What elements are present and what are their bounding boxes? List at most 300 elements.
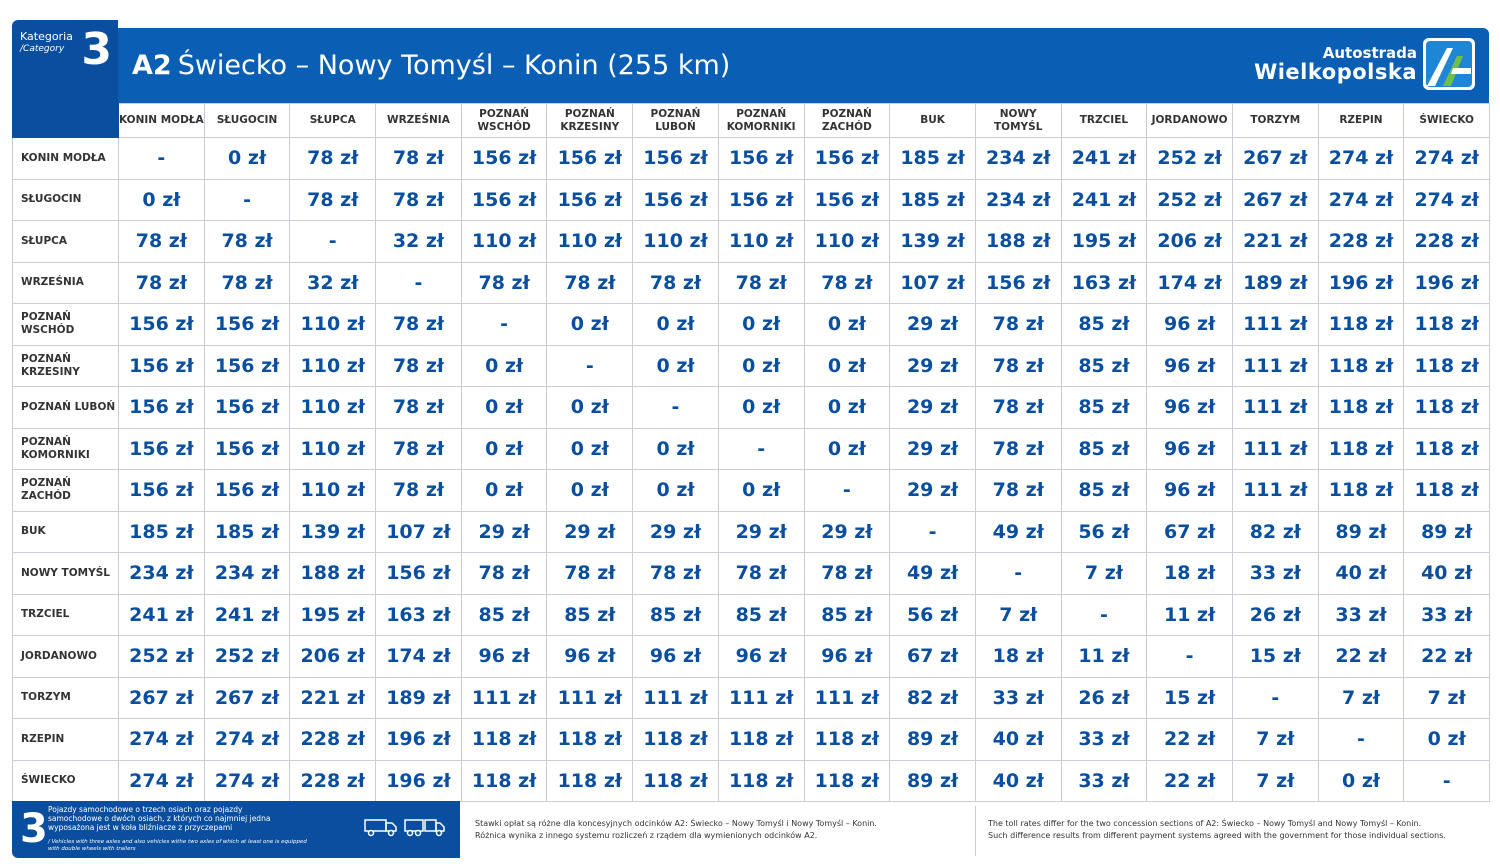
toll-cell: 107 zł (890, 262, 976, 304)
toll-cell: 33 zł (1061, 719, 1147, 761)
toll-cell: - (975, 553, 1061, 595)
toll-cell: 96 zł (633, 636, 719, 678)
row-header: POZNAŃ LUBOŃ (13, 387, 119, 429)
toll-cell: 274 zł (1318, 138, 1404, 180)
toll-cell: 78 zł (804, 262, 890, 304)
toll-cell: 96 zł (461, 636, 547, 678)
toll-cell: 156 zł (204, 428, 290, 470)
toll-cell: 274 zł (1318, 179, 1404, 221)
toll-cell: 56 zł (1061, 511, 1147, 553)
toll-cell: - (1318, 719, 1404, 761)
toll-cell: 118 zł (718, 719, 804, 761)
category-number: 3 (81, 24, 112, 75)
toll-cell: 32 zł (290, 262, 376, 304)
table-row (13, 760, 1490, 802)
toll-cell: 110 zł (461, 221, 547, 263)
toll-cell: 196 zł (376, 719, 462, 761)
toll-cell: - (461, 304, 547, 346)
toll-cell: 0 zł (804, 428, 890, 470)
toll-cell: 40 zł (975, 760, 1061, 802)
toll-cell: 78 zł (975, 470, 1061, 512)
toll-cell: 185 zł (890, 138, 976, 180)
toll-cell: 156 zł (119, 428, 205, 470)
toll-cell: 228 zł (290, 719, 376, 761)
toll-cell: 26 zł (1061, 677, 1147, 719)
toll-cell: 274 zł (1404, 179, 1490, 221)
toll-cell: 82 zł (890, 677, 976, 719)
table-row (13, 387, 1490, 429)
toll-cell: 221 zł (1232, 221, 1318, 263)
toll-cell: 228 zł (1318, 221, 1404, 263)
row-header: SŁUGOCIN (13, 179, 119, 221)
toll-cell: 33 zł (1318, 594, 1404, 636)
toll-cell: 188 zł (975, 221, 1061, 263)
toll-cell: 7 zł (1232, 719, 1318, 761)
toll-cell: - (547, 345, 633, 387)
route-title (132, 50, 730, 82)
toll-cell: 118 zł (633, 760, 719, 802)
toll-cell: 78 zł (376, 428, 462, 470)
brand (1254, 38, 1475, 90)
note-en-line1: The toll rates differ for the two concession sections of A2: Świecko – Nowy Tomyśl and Nowy Tomyśl – Konin. (988, 819, 1422, 828)
toll-cell: 7 zł (975, 594, 1061, 636)
toll-cell: 267 zł (204, 677, 290, 719)
toll-cell: 85 zł (1061, 470, 1147, 512)
toll-cell: 195 zł (1061, 221, 1147, 263)
toll-cell: 241 zł (204, 594, 290, 636)
toll-cell: - (1404, 760, 1490, 802)
toll-cell: 29 zł (718, 511, 804, 553)
footer-vehicle-icons (364, 817, 446, 837)
toll-cell: 110 zł (290, 387, 376, 429)
toll-cell: 110 zł (718, 221, 804, 263)
toll-cell: 96 zł (804, 636, 890, 678)
toll-cell: 156 zł (718, 179, 804, 221)
toll-cell: 32 zł (376, 221, 462, 263)
toll-cell: - (204, 179, 290, 221)
toll-cell: 22 zł (1404, 636, 1490, 678)
toll-cell: 110 zł (290, 304, 376, 346)
row-header: KONIN MODŁA (13, 138, 119, 180)
table-row (13, 553, 1490, 595)
toll-cell: 274 zł (119, 719, 205, 761)
column-header: POZNAŃ KRZESINY (547, 104, 633, 138)
toll-cell: 33 zł (975, 677, 1061, 719)
toll-cell: 118 zł (1318, 345, 1404, 387)
toll-cell: 78 zł (461, 262, 547, 304)
toll-cell: 85 zł (1061, 387, 1147, 429)
toll-cell: 185 zł (890, 179, 976, 221)
toll-cell: 156 zł (204, 470, 290, 512)
toll-cell: 156 zł (119, 345, 205, 387)
toll-cell: 196 zł (376, 760, 462, 802)
toll-cell: 228 zł (290, 760, 376, 802)
toll-cell: 118 zł (1404, 428, 1490, 470)
toll-cell: 0 zł (633, 428, 719, 470)
toll-cell: 11 zł (1061, 636, 1147, 678)
toll-cell: 33 zł (1232, 553, 1318, 595)
toll-cell: 29 zł (890, 304, 976, 346)
toll-cell: 110 zł (290, 470, 376, 512)
toll-cell: 156 zł (204, 345, 290, 387)
toll-cell: 118 zł (461, 719, 547, 761)
toll-cell: 110 zł (633, 221, 719, 263)
toll-cell: 156 zł (975, 262, 1061, 304)
toll-cell: 156 zł (119, 304, 205, 346)
column-header: POZNAŃ LUBOŃ (633, 104, 719, 138)
toll-cell: 156 zł (718, 138, 804, 180)
column-header: RZEPIN (1318, 104, 1404, 138)
toll-cell: 78 zł (376, 138, 462, 180)
footer-description-en: / Vehicles with three axles and also vehicles withe two axles of which at least one is equipped with double wheels with trailers (48, 839, 307, 852)
toll-cell: 196 zł (1404, 262, 1490, 304)
toll-cell: 156 zł (461, 179, 547, 221)
toll-cell: 18 zł (975, 636, 1061, 678)
toll-cell: 85 zł (1061, 345, 1147, 387)
row-header: TORZYM (13, 677, 119, 719)
toll-cell: 78 zł (975, 345, 1061, 387)
toll-cell: 0 zł (804, 345, 890, 387)
column-header: SŁUPCA (290, 104, 376, 138)
toll-cell: 234 zł (975, 179, 1061, 221)
toll-cell: 156 zł (119, 470, 205, 512)
row-header: TRZCIEL (13, 594, 119, 636)
toll-cell: 22 zł (1318, 636, 1404, 678)
toll-cell: 78 zł (376, 387, 462, 429)
toll-cell: 78 zł (119, 221, 205, 263)
column-header: NOWY TOMYŚL (975, 104, 1061, 138)
toll-cell: 206 zł (1147, 221, 1233, 263)
toll-cell: 7 zł (1404, 677, 1490, 719)
table-row (13, 719, 1490, 761)
toll-cell: 274 zł (204, 719, 290, 761)
toll-cell: 0 zł (1404, 719, 1490, 761)
table-corner (13, 104, 119, 138)
toll-cell: 78 zł (461, 553, 547, 595)
toll-cell: 33 zł (1061, 760, 1147, 802)
toll-cell: 67 zł (890, 636, 976, 678)
toll-cell: 111 zł (718, 677, 804, 719)
toll-cell: 78 zł (290, 179, 376, 221)
toll-cell: 0 zł (204, 138, 290, 180)
brand-text (1254, 45, 1417, 83)
toll-cell: 267 zł (1232, 179, 1318, 221)
toll-cell: 26 zł (1232, 594, 1318, 636)
toll-cell: 11 zł (1147, 594, 1233, 636)
toll-cell: 85 zł (1061, 304, 1147, 346)
row-header: BUK (13, 511, 119, 553)
toll-cell: 274 zł (204, 760, 290, 802)
toll-cell: 0 zł (461, 345, 547, 387)
toll-cell: 111 zł (1232, 345, 1318, 387)
toll-cell: 118 zł (718, 760, 804, 802)
toll-cell: 96 zł (1147, 470, 1233, 512)
toll-cell: 78 zł (290, 138, 376, 180)
toll-cell: 206 zł (290, 636, 376, 678)
toll-cell: 0 zł (547, 428, 633, 470)
toll-cell: 29 zł (461, 511, 547, 553)
toll-cell: 0 zł (718, 345, 804, 387)
toll-cell: 33 zł (1404, 594, 1490, 636)
row-header: NOWY TOMYŚL (13, 553, 119, 595)
toll-cell: 118 zł (1404, 304, 1490, 346)
toll-cell: 241 zł (1061, 179, 1147, 221)
toll-cell: 96 zł (1147, 345, 1233, 387)
toll-cell: - (804, 470, 890, 512)
toll-cell: 49 zł (890, 553, 976, 595)
table-row (13, 345, 1490, 387)
toll-cell: 241 zł (1061, 138, 1147, 180)
table-row (13, 677, 1490, 719)
column-header: JORDANOWO (1147, 104, 1233, 138)
toll-cell: 78 zł (975, 387, 1061, 429)
toll-cell: 274 zł (1404, 138, 1490, 180)
toll-cell: 96 zł (1147, 387, 1233, 429)
toll-cell: 29 zł (890, 428, 976, 470)
toll-cell: 29 zł (890, 470, 976, 512)
toll-cell: 174 zł (376, 636, 462, 678)
toll-cell: 118 zł (1318, 470, 1404, 512)
toll-cell: 234 zł (975, 138, 1061, 180)
toll-cell: 156 zł (804, 138, 890, 180)
row-header: WRZEŚNIA (13, 262, 119, 304)
column-header: TORZYM (1232, 104, 1318, 138)
toll-cell: 0 zł (461, 428, 547, 470)
toll-cell: - (633, 387, 719, 429)
toll-cell: 156 zł (547, 179, 633, 221)
toll-cell: 111 zł (1232, 428, 1318, 470)
toll-cell: 163 zł (376, 594, 462, 636)
toll-cell: 78 zł (718, 262, 804, 304)
toll-cell: 29 zł (890, 387, 976, 429)
toll-cell: 156 zł (461, 138, 547, 180)
toll-cell: 78 zł (633, 553, 719, 595)
table-row (13, 594, 1490, 636)
row-header: JORDANOWO (13, 636, 119, 678)
toll-cell: 18 zł (1147, 553, 1233, 595)
toll-cell: - (1232, 677, 1318, 719)
toll-cell: 40 zł (975, 719, 1061, 761)
brand-line2: Wielkopolska (1254, 60, 1417, 84)
toll-cell: - (119, 138, 205, 180)
toll-cell: 29 zł (804, 511, 890, 553)
row-header: RZEPIN (13, 719, 119, 761)
toll-cell: 7 zł (1232, 760, 1318, 802)
toll-cell: 107 zł (376, 511, 462, 553)
category-label (20, 30, 73, 56)
toll-cell: 252 zł (119, 636, 205, 678)
toll-cell: 118 zł (461, 760, 547, 802)
column-header: KONIN MODŁA (119, 104, 205, 138)
toll-cell: 163 zł (1061, 262, 1147, 304)
note-en (988, 818, 1483, 842)
toll-cell: 0 zł (633, 470, 719, 512)
toll-cell: 118 zł (633, 719, 719, 761)
toll-cell: 0 zł (461, 470, 547, 512)
toll-cell: 0 zł (547, 304, 633, 346)
toll-cell: 0 zł (718, 304, 804, 346)
table-row (13, 221, 1490, 263)
column-header: POZNAŃ ZACHÓD (804, 104, 890, 138)
table-row (13, 138, 1490, 180)
toll-cell: 111 zł (461, 677, 547, 719)
toll-cell: 189 zł (376, 677, 462, 719)
toll-cell: 111 zł (1232, 304, 1318, 346)
column-header: POZNAŃ WSCHÓD (461, 104, 547, 138)
toll-cell: 156 zł (204, 387, 290, 429)
table-row (13, 636, 1490, 678)
toll-cell: 7 zł (1061, 553, 1147, 595)
footer-description-pl: Pojazdy samochodowe o trzech osiach oraz pojazdy samochodowe o dwóch osiach, z których co najmniej jedna wyposażona jest w koła bliźniacze z przyczepami (48, 805, 271, 832)
toll-cell: 189 zł (1232, 262, 1318, 304)
toll-cell: 67 zł (1147, 511, 1233, 553)
toll-cell: - (290, 221, 376, 263)
toll-cell: 40 zł (1318, 553, 1404, 595)
toll-cell: 0 zł (547, 387, 633, 429)
toll-cell: 78 zł (633, 262, 719, 304)
header-bar (118, 28, 1489, 103)
toll-cell: 0 zł (547, 470, 633, 512)
toll-cell: 78 zł (376, 179, 462, 221)
toll-cell: 156 zł (376, 553, 462, 595)
toll-cell: 78 zł (975, 428, 1061, 470)
table-row (13, 511, 1490, 553)
truck-with-trailer-icon (404, 817, 446, 837)
toll-cell: 0 zł (119, 179, 205, 221)
toll-cell: 22 zł (1147, 760, 1233, 802)
toll-cell: 0 zł (718, 470, 804, 512)
toll-cell: 96 zł (718, 636, 804, 678)
row-header: POZNAŃ ZACHÓD (13, 470, 119, 512)
truck-icon (364, 817, 398, 837)
toll-cell: - (890, 511, 976, 553)
row-header: POZNAŃ KRZESINY (13, 345, 119, 387)
toll-cell: 89 zł (890, 760, 976, 802)
toll-cell: 156 zł (633, 179, 719, 221)
toll-cell: 156 zł (804, 179, 890, 221)
toll-cell: - (1147, 636, 1233, 678)
toll-cell: 221 zł (290, 677, 376, 719)
toll-cell: 267 zł (119, 677, 205, 719)
toll-cell: 111 zł (547, 677, 633, 719)
toll-cell: 196 zł (1318, 262, 1404, 304)
footer-category-number: 3 (20, 806, 48, 852)
toll-cell: 252 zł (1147, 138, 1233, 180)
toll-cell: 118 zł (1404, 387, 1490, 429)
highway-code: A2 (132, 50, 172, 81)
column-header: TRZCIEL (1061, 104, 1147, 138)
toll-cell: 118 zł (804, 719, 890, 761)
column-header: POZNAŃ KOMORNIKI (718, 104, 804, 138)
toll-cell: 29 zł (633, 511, 719, 553)
toll-cell: 110 zł (804, 221, 890, 263)
toll-cell: 89 zł (890, 719, 976, 761)
toll-cell: 118 zł (1318, 387, 1404, 429)
toll-cell: 111 zł (633, 677, 719, 719)
table-row (13, 262, 1490, 304)
toll-cell: 241 zł (119, 594, 205, 636)
toll-cell: 0 zł (633, 345, 719, 387)
toll-cell: 118 zł (1318, 428, 1404, 470)
toll-cell: 118 zł (547, 760, 633, 802)
toll-cell: 56 zł (890, 594, 976, 636)
note-pl-line2: Różnica wynika z innego systemu rozliczeń z rządem dla wymienionych odcinków A2. (475, 831, 818, 840)
toll-cell: 29 zł (547, 511, 633, 553)
category-label-en: /Category (20, 44, 65, 54)
toll-cell: 85 zł (547, 594, 633, 636)
toll-cell: 156 zł (547, 138, 633, 180)
toll-cell: 110 zł (290, 428, 376, 470)
toll-cell: 156 zł (119, 387, 205, 429)
toll-cell: 78 zł (376, 345, 462, 387)
toll-cell: 234 zł (119, 553, 205, 595)
row-header: POZNAŃ KOMORNIKI (13, 428, 119, 470)
footer-category-badge (12, 801, 460, 858)
toll-cell: 185 zł (204, 511, 290, 553)
toll-cell: 110 zł (547, 221, 633, 263)
toll-cell: 118 zł (1404, 345, 1490, 387)
toll-cell: 7 zł (1318, 677, 1404, 719)
toll-cell: 78 zł (376, 304, 462, 346)
toll-cell: 78 zł (547, 553, 633, 595)
toll-cell: 111 zł (1232, 470, 1318, 512)
toll-cell: 0 zł (1318, 760, 1404, 802)
toll-cell: 267 zł (1232, 138, 1318, 180)
table-body (13, 138, 1490, 802)
toll-cell: 0 zł (718, 387, 804, 429)
toll-cell: 252 zł (1147, 179, 1233, 221)
toll-cell: 82 zł (1232, 511, 1318, 553)
toll-cell: - (718, 428, 804, 470)
column-header: ŚWIECKO (1404, 104, 1490, 138)
toll-cell: 111 zł (1232, 387, 1318, 429)
toll-cell: 85 zł (718, 594, 804, 636)
toll-cell: 85 zł (461, 594, 547, 636)
toll-cell: 195 zł (290, 594, 376, 636)
table-row (13, 179, 1490, 221)
toll-cell: 0 zł (633, 304, 719, 346)
toll-cell: 139 zł (890, 221, 976, 263)
toll-cell: 78 zł (204, 221, 290, 263)
toll-cell: 78 zł (975, 304, 1061, 346)
toll-cell: 29 zł (890, 345, 976, 387)
toll-cell: 78 zł (804, 553, 890, 595)
toll-cell: 118 zł (1318, 304, 1404, 346)
route-name: Świecko – Nowy Tomyśl – Konin (255 km) (177, 50, 731, 81)
toll-cell: 96 zł (1147, 428, 1233, 470)
toll-cell: 78 zł (119, 262, 205, 304)
toll-cell: 234 zł (204, 553, 290, 595)
toll-cell: 40 zł (1404, 553, 1490, 595)
table-row (13, 304, 1490, 346)
toll-cell: 0 zł (804, 304, 890, 346)
toll-table (12, 103, 1490, 802)
note-en-line2: Such difference results from different payment systems agreed with the government for those individual sections. (988, 831, 1446, 840)
row-header: SŁUPCA (13, 221, 119, 263)
column-header: WRZEŚNIA (376, 104, 462, 138)
toll-cell: 156 zł (633, 138, 719, 180)
toll-cell: 78 zł (376, 470, 462, 512)
toll-cell: 49 zł (975, 511, 1061, 553)
column-header: SŁUGOCIN (204, 104, 290, 138)
row-header: POZNAŃ WSCHÓD (13, 304, 119, 346)
toll-cell: 185 zł (119, 511, 205, 553)
toll-cell: 22 zł (1147, 719, 1233, 761)
table-row (13, 470, 1490, 512)
toll-cell: 85 zł (633, 594, 719, 636)
toll-cell: 110 zł (290, 345, 376, 387)
toll-cell: 252 zł (204, 636, 290, 678)
